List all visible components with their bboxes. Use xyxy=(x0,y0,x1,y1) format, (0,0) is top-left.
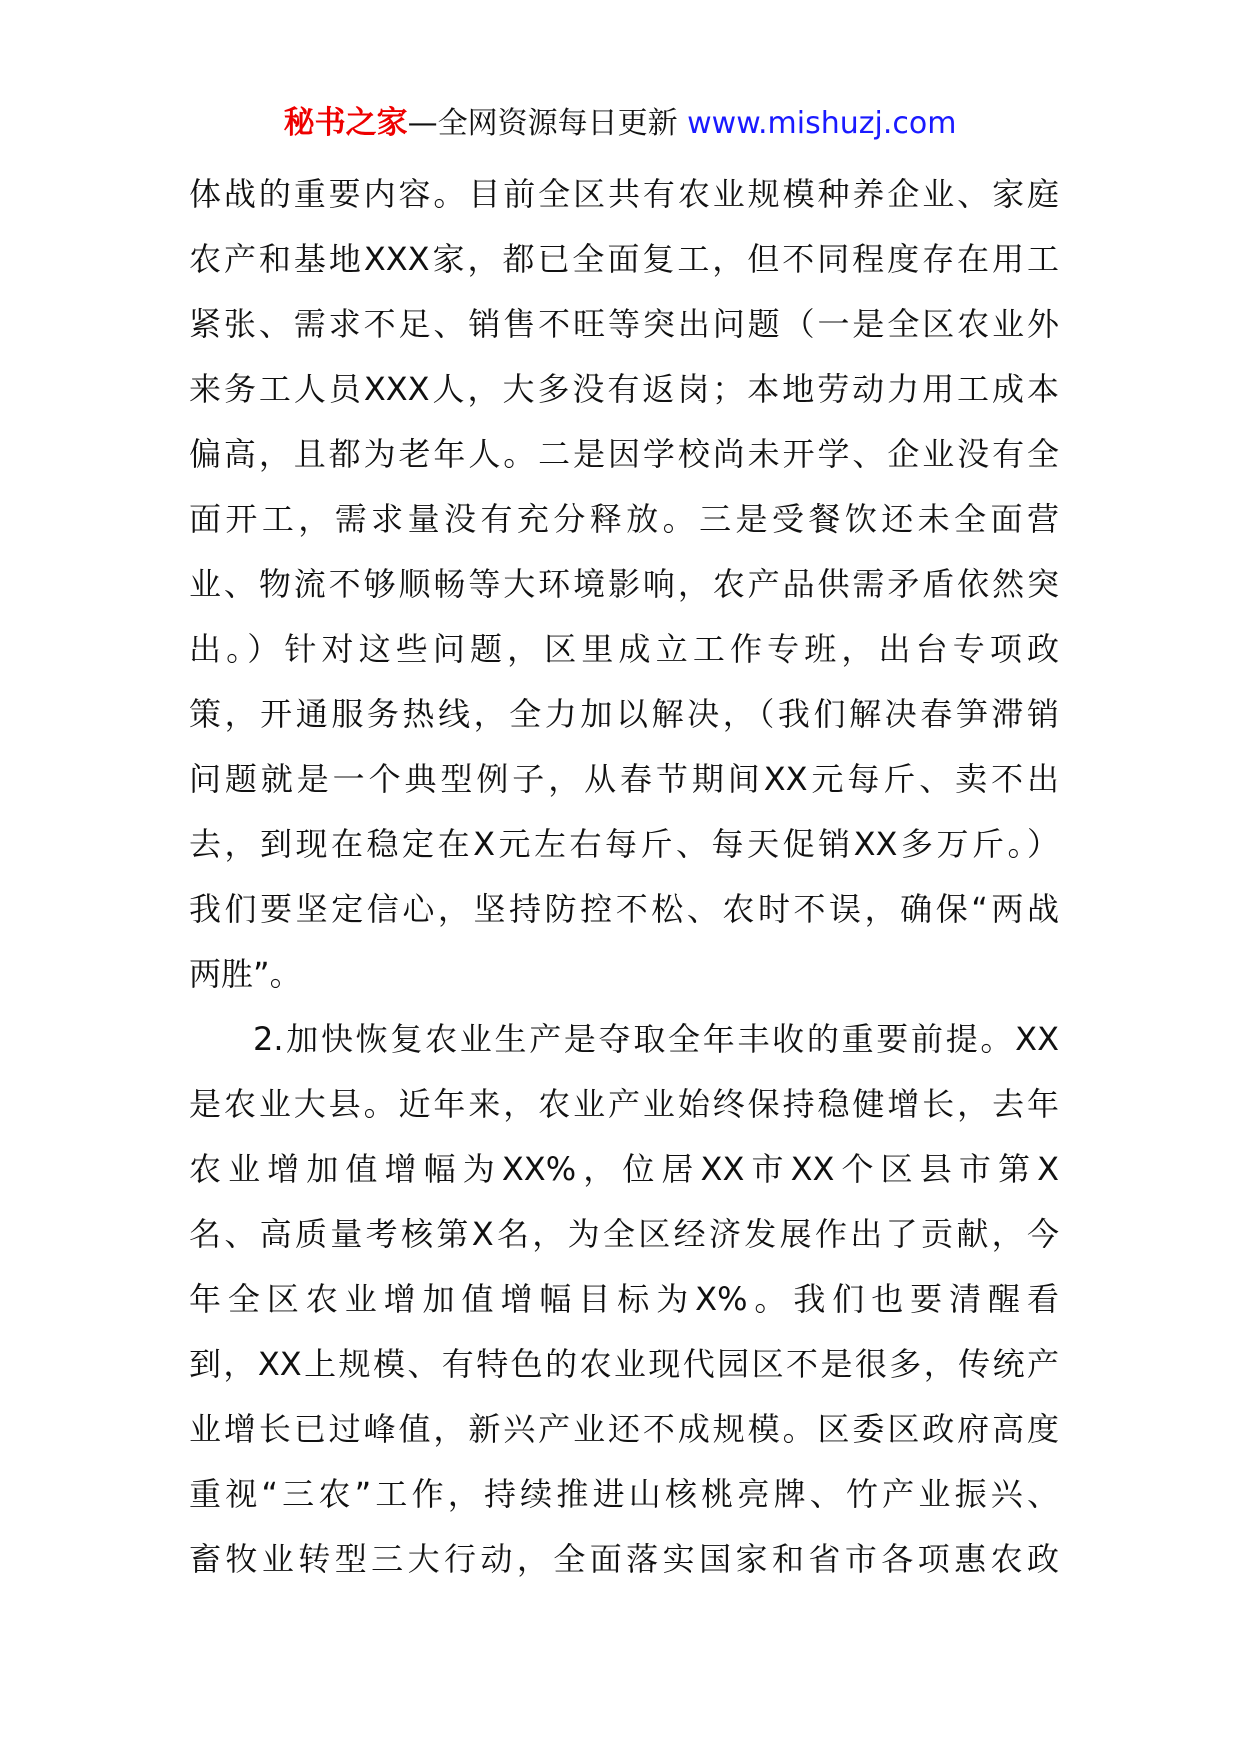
text-line: 偏高，且都为老年人。二是因学校尚未开学、企业没有全 xyxy=(189,435,1059,473)
text-line: 出。）针对这些问题，区里成立工作专班，出台专项政 xyxy=(189,630,1059,668)
text-line: 是农业大县。近年来，农业产业始终保持稳健增长，去年 xyxy=(189,1085,1059,1123)
header-tagline: —全网资源每日更新 xyxy=(407,106,678,141)
text-line: 来务工人员XXX人，大多没有返岗；本地劳动力用工成本 xyxy=(189,370,1059,408)
text-line: 农产和基地XXX家，都已全面复工，但不同程度存在用工 xyxy=(189,240,1059,278)
text-line: 畜牧业转型三大行动，全面落实国家和省市各项惠农政 xyxy=(189,1540,1059,1578)
body-text xyxy=(189,162,1059,1592)
text-line: 年全区农业增加值增幅目标为X%。我们也要清醒看 xyxy=(189,1280,1059,1318)
text-line: 业、物流不够顺畅等大环境影响，农产品供需矛盾依然突 xyxy=(189,565,1059,603)
text-line: 问题就是一个典型例子，从春节期间XX元每斤、卖不出 xyxy=(189,760,1059,798)
text-line: 名、高质量考核第X名，为全区经济发展作出了贡献，今 xyxy=(189,1215,1059,1253)
text-line: 策，开通服务热线，全力加以解决，（我们解决春笋滞销 xyxy=(189,695,1059,733)
text-line: 去，到现在稳定在X元左右每斤、每天促销XX多万斤。） xyxy=(189,825,1059,863)
text-line: 面开工，需求量没有充分释放。三是受餐饮还未全面营 xyxy=(189,500,1059,538)
text-line: 紧张、需求不足、销售不旺等突出问题（一是全区农业外 xyxy=(189,305,1059,343)
site-url-link[interactable]: www.mishuzj.com xyxy=(687,106,957,141)
text-line: 我们要坚定信心，坚持防控不松、农时不误，确保“两战 xyxy=(189,890,1059,928)
brand-name: 秘书之家 xyxy=(283,105,408,141)
text-line: 体战的重要内容。目前全区共有农业规模种养企业、家庭 xyxy=(189,175,1059,213)
text-line: 农业增加值增幅为XX%，位居XX市XX个区县市第X xyxy=(189,1150,1059,1188)
page-header xyxy=(0,98,1240,149)
text-line: 业增长已过峰值，新兴产业还不成规模。区委区政府高度 xyxy=(189,1410,1059,1448)
text-line: 到，XX上规模、有特色的农业现代园区不是很多，传统产 xyxy=(189,1345,1059,1383)
paragraph-start-line: 2.加快恢复农业生产是夺取全年丰收的重要前提。XX xyxy=(253,1020,1059,1058)
paragraph-end-line: 两胜”。 xyxy=(189,955,302,993)
text-line: 重视“三农”工作，持续推进山核桃亮牌、竹产业振兴、 xyxy=(189,1475,1059,1513)
